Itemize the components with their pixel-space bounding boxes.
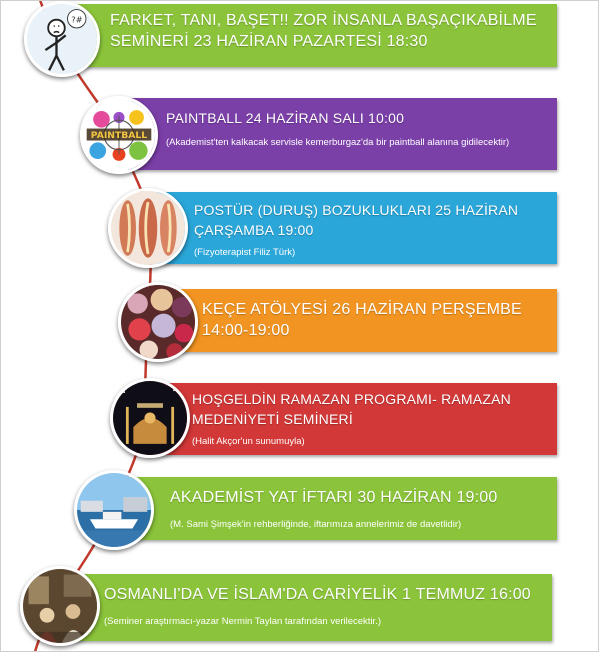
event-title: AKADEMİST YAT İFTARI 30 HAZİRAN 19:00: [170, 489, 498, 506]
event-bar-0: [76, 4, 557, 67]
event-subtitle: (Fizyoterapist Filiz Türk): [194, 247, 296, 258]
event-subtitle: (M. Sami Şimşek'in rehberliğinde, iftarımıza annelerimiz de davetlidir): [170, 519, 462, 530]
event-title: OSMANLI'DA VE İSLAM'DA CARİYELİK 1 TEMMUZ 16:00: [104, 586, 531, 603]
event-title: PAINTBALL 24 HAZİRAN SALI 10:00: [166, 110, 405, 126]
event-bar-2: [148, 192, 557, 264]
event-title: POSTÜR (DURUŞ) BOZUKLUKLARI 25 HAZİRAN ÇARŞAMBA 19:00: [194, 202, 519, 238]
event-subtitle: (Akademist'ten kalkacak servisle kemerburgaz'da bir paintball alanına gidilecektir): [166, 137, 510, 148]
svg-text:?#: ?#: [71, 14, 83, 25]
event-title: KEÇE ATÖLYESİ 26 HAZİRAN PERŞEMBE 14:00-19:00: [202, 301, 522, 339]
event-bar-4: [146, 383, 557, 455]
spine-posture-icon: [108, 188, 188, 268]
paintball-logo-text: PAINTBALL: [90, 129, 148, 141]
event-title: FARKET, TANI, BAŞET!! ZOR İNSANLA BAŞAÇIKABİLME SEMİNERİ 23 HAZİRAN PAZARTESİ 18:30: [110, 12, 537, 50]
boat-harbor-icon: [74, 470, 154, 550]
paintball-logo-icon: [80, 96, 158, 174]
event-bar-6: [64, 574, 552, 641]
event-bar-5: [114, 477, 557, 540]
felt-flowers-icon: [118, 282, 198, 362]
event-bar-3: [156, 289, 557, 352]
event-subtitle: (Halit Akçor'un sunumuyla): [192, 436, 305, 447]
event-title: HOŞGELDİN RAMAZAN PROGRAMI- RAMAZAN MEDENİYETİ SEMİNERİ: [192, 391, 511, 427]
mosque-night-icon: [110, 378, 190, 458]
ottoman-painting-icon: [20, 566, 100, 646]
event-bar-1: [128, 98, 557, 170]
stick-figure-icon: [24, 1, 100, 77]
event-subtitle: (Seminer araştırmacı-yazar Nermin Taylan tarafından verilecektir.): [104, 616, 382, 627]
